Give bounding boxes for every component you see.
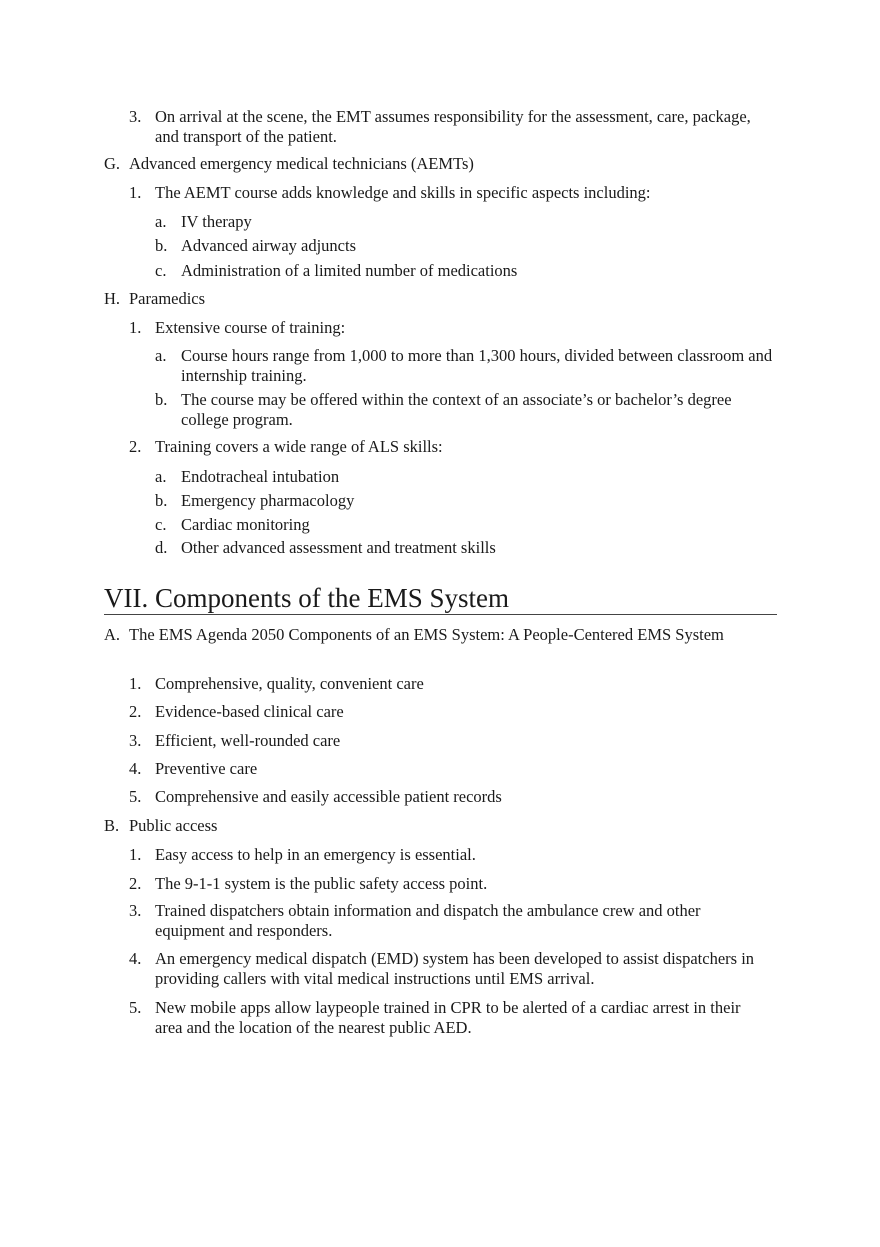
list-text: Extensive course of training: [155,318,346,337]
list-item [129,731,769,751]
list-text: Easy access to help in an emergency is essential. [155,845,476,864]
list-text: Preventive care [155,759,258,778]
list-item [155,346,775,386]
list-marker: 1. [129,183,142,202]
list-text: Public access [129,816,218,835]
list-text: The course may be offered within the context of an associate’s or bachelor’s degree college program. [181,390,732,429]
list-marker: 5. [129,998,142,1017]
list-text: On arrival at the scene, the EMT assumes responsibility for the assessment, care, package, and transport of the patient. [155,107,751,146]
list-item [129,318,769,338]
list-marker: 3. [129,107,142,126]
list-text: Trained dispatchers obtain information and dispatch the ambulance crew and other equipment and responders. [155,901,701,940]
list-text: Other advanced assessment and treatment skills [181,538,496,557]
list-marker: a. [155,467,167,486]
list-marker: 4. [129,949,142,968]
outline-item-h [104,289,724,309]
list-item [129,845,769,865]
list-marker: c. [155,515,167,534]
list-text: Efficient, well-rounded care [155,731,341,750]
list-text: An emergency medical dispatch (EMD) system has been developed to assist dispatchers in providing callers with vital medical instructions until EMS arrival. [155,949,755,988]
list-item [129,949,769,989]
list-marker: b. [155,491,168,510]
list-item [155,515,775,535]
list-text: Evidence-based clinical care [155,702,344,721]
list-text: The 9-1-1 system is the public safety access point. [155,874,488,893]
outline-item-a [104,625,724,645]
list-item [155,491,775,511]
list-item [129,874,769,894]
list-text: Emergency pharmacology [181,491,355,510]
list-marker: 4. [129,759,142,778]
list-text: Administration of a limited number of medications [181,261,518,280]
list-text: The EMS Agenda 2050 Components of an EMS System: A People-Centered EMS System [129,625,724,644]
list-item [129,787,769,807]
list-marker: 2. [129,702,142,721]
list-marker: 5. [129,787,142,806]
list-item [129,759,769,779]
list-marker: 1. [129,845,142,864]
list-marker: 1. [129,318,142,337]
list-text: Training covers a wide range of ALS skills: [155,437,443,456]
list-marker: d. [155,538,168,557]
list-text: Comprehensive, quality, convenient care [155,674,424,693]
list-text: Comprehensive and easily accessible patient records [155,787,502,806]
list-marker: a. [155,212,167,231]
list-marker: 2. [129,874,142,893]
list-item [129,674,769,694]
outline-item-g [104,154,724,174]
list-marker: H. [104,289,121,308]
list-text: Course hours range from 1,000 to more than 1,300 hours, divided between classroom and internship training. [181,346,773,385]
list-text: Advanced airway adjuncts [181,236,357,255]
list-marker: A. [104,625,121,644]
list-item [129,998,769,1038]
list-item [129,183,769,203]
section-heading: VII. Components of the EMS System [104,582,777,615]
list-item [155,467,775,487]
list-text: Paramedics [129,289,206,308]
list-marker: c. [155,261,167,280]
list-text: Endotracheal intubation [181,467,340,486]
list-item [129,702,769,722]
list-marker: b. [155,390,168,409]
list-item [155,212,775,232]
list-marker: 3. [129,731,142,750]
list-item [129,107,769,147]
list-item [129,437,769,457]
list-marker: b. [155,236,168,255]
list-text: Advanced emergency medical technicians (AEMTs) [129,154,474,173]
list-item [155,236,775,256]
list-text: The AEMT course adds knowledge and skills in specific aspects including: [155,183,651,202]
list-item [129,901,769,941]
outline-item-b [104,816,724,836]
list-text: Cardiac monitoring [181,515,310,534]
list-item [155,261,775,281]
list-text: New mobile apps allow laypeople trained in CPR to be alerted of a cardiac arrest in their area and the location of the nearest public AED. [155,998,741,1037]
list-marker: 3. [129,901,142,920]
list-marker: 1. [129,674,142,693]
list-item [155,390,775,430]
list-item [155,538,775,558]
list-text: IV therapy [181,212,252,231]
list-marker: a. [155,346,167,365]
list-marker: B. [104,816,120,835]
list-marker: G. [104,154,121,173]
list-marker: 2. [129,437,142,456]
